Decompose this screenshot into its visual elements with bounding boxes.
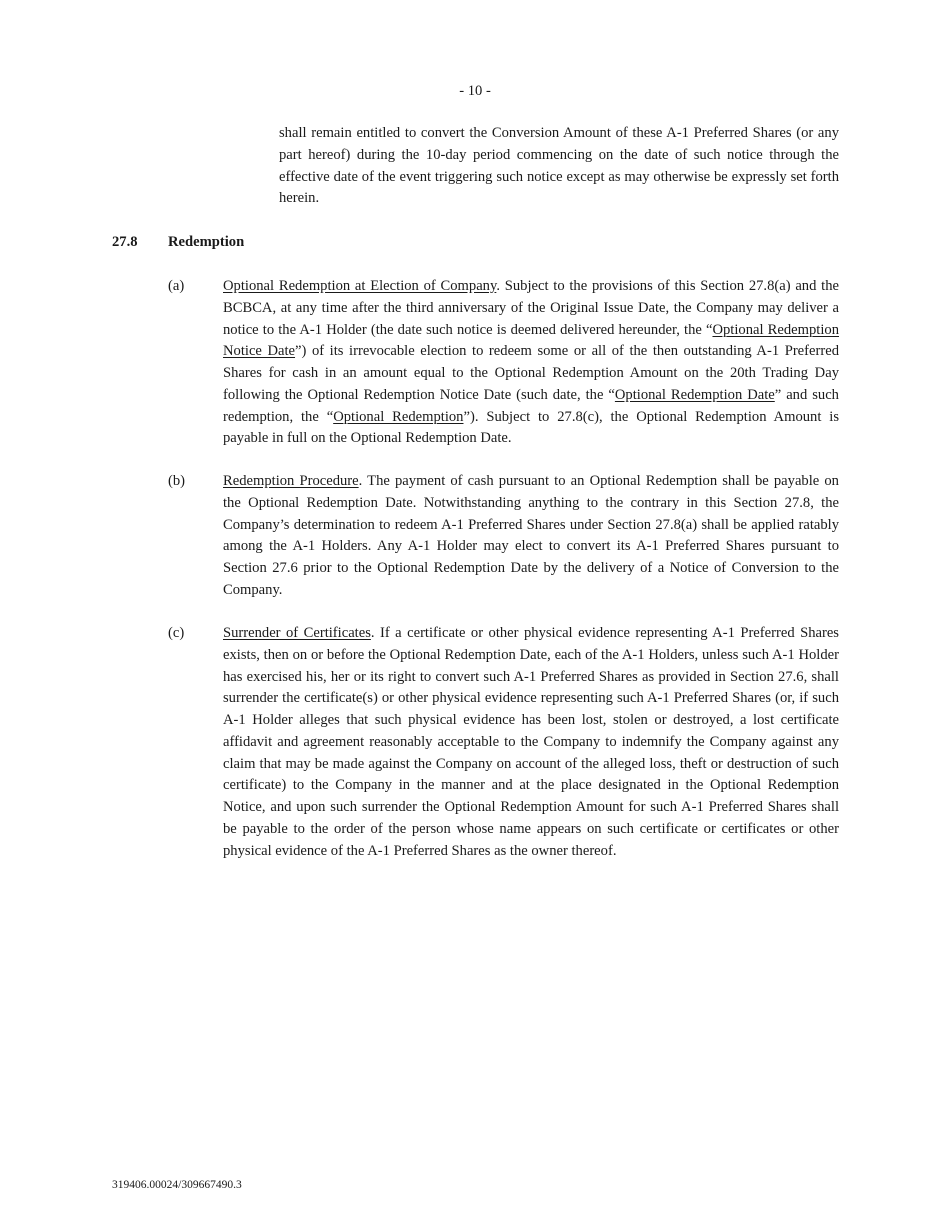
item-label-b: (b) xyxy=(168,473,186,489)
defined-term: Optional Redemption Date xyxy=(614,386,775,403)
text: . If a certificate or other physical evidence representing A-1 Preferred Shares exists, then on or before the Optional Redemption Date, each of the A-1 Holders, unless such A-1 Holder has exercised his, her or its right to convert such A-1 Preferred Shares as provided in Section 27.6, shall surrender the certificate(s) or other physical evidence representing such A-1 Preferred Shares (or, if such A-1 Holder alleges that such physical evidence has been lost, stolen or destroyed, a lost certificate affidavit and agreement reasonably acceptable to the Company to indemnify the Company against any claim that may be made against the Company on account of the alleged loss, theft or destruction of such certificate) to the Company in the manner and at the place designated in the Optional Redemption Notice, and upon such surrender the Optional Redemption Amount for such A-1 Preferred Shares shall be payable to the order of the person whose name appears on such certificate or certificates or other physical evidence of the A-1 Preferred Shares as the owner thereof. xyxy=(223,625,839,859)
defined-term: Redemption Procedure xyxy=(223,473,359,489)
text: . The payment of cash pursuant to an Optional Redemption shall be payable on the Optional Redemption Date. Notwithstanding anything to the contrary in this Section 27.8, the Company’s determination to redeem A-1 Preferred Shares under Section 27.8(a) shall be applied ratably among the A-1 Holders. Any A-1 Holder may elect to convert its A-1 Preferred Shares pursuant to Section 27.6 prior to the Optional Redemption Date by the delivery of a Notice of Conversion to the Company. xyxy=(223,473,839,598)
defined-term: Surrender of Certificates xyxy=(223,625,371,641)
text: ” and such redemption, the “ xyxy=(223,386,839,425)
defined-term: Optional Redemption Notice Date xyxy=(223,321,839,360)
defined-term: Optional Redemption at Election of Company xyxy=(223,278,497,294)
document-id-footer: 319406.00024/309667490.3 xyxy=(112,1179,242,1191)
item-label-a: (a) xyxy=(168,278,185,294)
text: ”). Subject to 27.8(c), the Optional Redemption Amount is payable in full on the Optional Redemption Date. xyxy=(223,408,840,447)
section-number: 27.8 xyxy=(112,234,138,250)
item-label-c: (c) xyxy=(168,625,185,641)
item-paragraph-c xyxy=(223,623,839,862)
text: ”) of its irrevocable election to redeem some or all of the then outstanding A-1 Preferred Shares for cash in an amount equal to the Optional Redemption Amount on the 20th Trading Day following the Optional Redemption Notice Date (such date, the “ xyxy=(223,343,839,403)
defined-term: Optional Redemption xyxy=(333,408,464,425)
section-title: Redemption xyxy=(168,234,245,250)
page-number: - 10 - xyxy=(459,83,491,99)
item-paragraph-a xyxy=(223,276,839,450)
continuation-paragraph: shall remain entitled to convert the Conversion Amount of these A-1 Preferred Shares (or any part hereof) during the 10-day period commencing on the date of such notice through the effective date of the event triggering such notice except as may otherwise be expressly set forth herein. xyxy=(279,125,839,207)
text: . Subject to the provisions of this Section 27.8(a) and the BCBCA, at any time after the third anniversary of the Original Issue Date, the Company may deliver a notice to the A-1 Holder (the date such notice is deemed delivered hereunder, the “ xyxy=(223,278,839,338)
item-paragraph-b xyxy=(223,471,839,602)
